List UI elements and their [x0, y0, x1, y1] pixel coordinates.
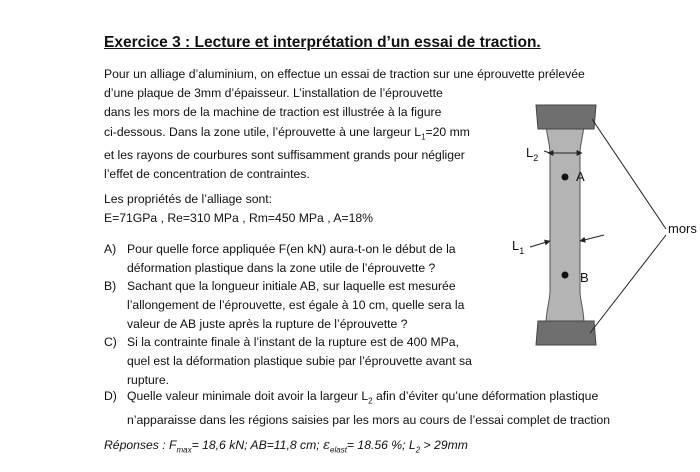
properties-heading: Les propriétés de l’alliage sont: — [104, 192, 273, 206]
question-letter: C) — [104, 335, 117, 349]
question-line: déformation plastique dans la zone utile de l’éprouvette ? — [127, 260, 436, 275]
question-line: l’allongement de l’éprouvette, est égale à 10 cm, quelle sera la — [127, 297, 465, 312]
bottom-grip — [536, 321, 596, 345]
mors-leader-bottom — [590, 235, 666, 333]
question-letter: A) — [104, 242, 117, 256]
question-c — [104, 333, 472, 389]
question-d — [104, 387, 610, 430]
exercise-title: Exercice 3 : Lecture et interprétation d’un essai de traction. — [104, 34, 541, 51]
top-grip — [536, 105, 596, 129]
specimen-body — [546, 121, 584, 325]
question-line: quel est la déformation plastique subie par l’éprouvette avant sa — [127, 353, 472, 368]
question-line: rupture. — [127, 372, 170, 387]
mors-leader-top — [592, 119, 666, 229]
question-a — [104, 240, 456, 278]
answers-line: Réponses : $F_{max}= 18,6$ kN; AB=11,8 cm; $\varepsilon_{elast}= 18.56$ %; $L_2 > 29mm$ — [104, 438, 468, 455]
intro-line: Pour un alliage d’aluminium, on effectue un essai de traction sur une éprouvette prélevée — [104, 67, 585, 81]
l1-right-arrow — [580, 235, 604, 241]
question-letter: B) — [104, 279, 117, 293]
intro-line: d’une plaque de 3mm d’épaisseur. L’installation de l’éprouvette — [104, 86, 443, 101]
question-line: n’apparaisse dans les régions saisies par les mors au cours de l’essai complet de traction — [127, 413, 611, 428]
specimen-figure — [500, 95, 700, 355]
intro-line: ci-dessous. Dans la zone utile, l’éprouvette à une largeur $L_1=20$ mm — [104, 124, 470, 142]
question-line: valeur de AB juste après la rupture de l’éprouvette ? — [127, 316, 408, 331]
label-a: A — [576, 169, 585, 184]
question-letter: D) — [104, 389, 117, 403]
point-a — [562, 174, 569, 181]
intro-line: l’effet de concentration de contraintes. — [104, 167, 310, 182]
question-line: Quelle valeur minimale doit avoir la largeur $L_2$ afin d’éviter qu’une déformation plastique — [127, 389, 599, 406]
l2-leader-line — [544, 151, 550, 153]
intro-line: et les rayons de courbures sont suffisamment grands pour négliger — [104, 148, 465, 163]
label-b: B — [580, 270, 589, 285]
label-mors: mors — [668, 221, 697, 236]
question-line: Sachant que la longueur initiale AB, sur laquelle est mesurée — [127, 279, 456, 293]
question-b — [104, 277, 464, 333]
question-line: Si la contrainte finale à l’instant de la rupture est de 400 MPa, — [127, 335, 459, 349]
label-l2: $L_2$ — [526, 145, 539, 163]
intro-line: dans les mors de la machine de traction est illustrée à la figure — [104, 105, 442, 120]
question-line: Pour quelle force appliquée F(en kN) aura-t-on le début de la — [127, 242, 456, 256]
properties-values: E=71GPa , Re=310 MPa , Rm=450 MPa , A=18% — [104, 211, 373, 226]
l1-left-arrow — [530, 241, 550, 247]
point-b — [562, 272, 569, 279]
label-l1: $L_1$ — [512, 238, 525, 256]
alloy-properties — [104, 190, 373, 228]
